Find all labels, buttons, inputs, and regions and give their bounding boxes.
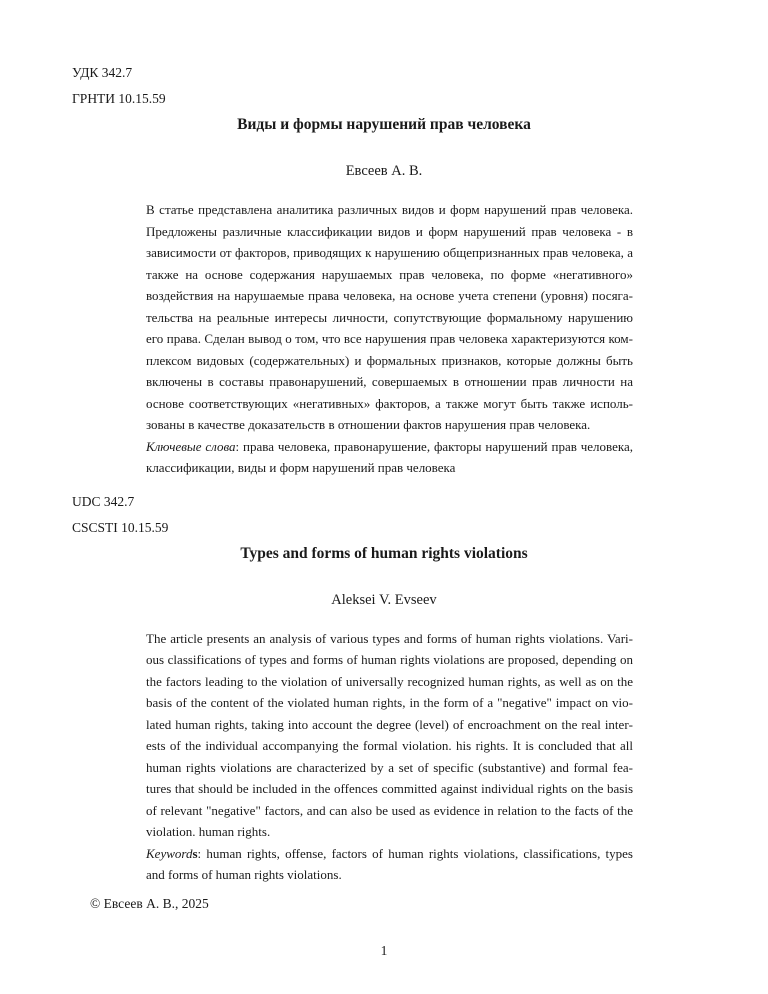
abstract-ru-text: В статье представлена аналитика различных видов и форм нарушений прав человека. Предложены различные классификации видов и форм нарушений прав человека - в зависимости от факторов, приводящих к нарушению общепризнанных прав человека, а также на основе содержания нарушаемых прав человека, по форме «негативного» воздействия на нарушаемые права человека, на основе учета степени (уровня) посягательства на реальные интересы личности, сопутствующие формальному нарушению его права. Сделан вывод о том, что все нарушения прав человека характеризуются комплексом видовых (содержательных) и формальных признаков, которые должны быть включены в составы правонарушений, совершаемых в отношении прав личности на основе соответствующих «негативных» факторов, а также могут быть также использованы в качестве доказательств в отношении фактов нарушения прав человека. (146, 202, 633, 432)
keywords-ru (146, 436, 633, 479)
udc-en: UDC 342.7 (72, 493, 135, 509)
abstract-en-text: The article presents an analysis of various types and forms of human rights violations. Various classifications of types and forms of human rights violations are proposed, depending on the factors leading to the violation of universally recognized human rights, as well as on the basis of the content of the violated human rights, in the form of a "negative" impact on violated human rights, taking into account the degree (level) of encroachment on the real interests of the individual accompanying the formal violation. his rights. It is concluded that all human rights violations are characterized by a set of specific (substantive) and formal features that should be included in the offences committed against individual rights on the basis of relevant "negative" factors, and can also be used as evidence in relation to the facts of the violation. human rights. (146, 630, 633, 839)
title-ru: Виды и формы нарушений прав человека (237, 116, 531, 133)
page-number: 1 (380, 942, 388, 958)
grnti-ru: ГРНТИ 10.15.59 (72, 91, 166, 106)
keywords-en-label-suffix: s (192, 845, 198, 861)
copyright-note: © Евсеев А. В., 2025 (90, 895, 209, 911)
keywords-en-text: : human rights, offense, factors of human rights violations, classifications, types and forms of human rights violations. (146, 845, 633, 882)
udc-ru: УДК 342.7 (72, 65, 133, 80)
keywords-en-label: Keyword (146, 845, 193, 861)
english-section (0, 489, 768, 886)
abstract-en (146, 628, 633, 886)
cscsti-en: CSCSTI 10.15.59 (72, 519, 169, 535)
author-ru: Евсеев А. В. (345, 163, 423, 179)
title-en: Types and forms of human rights violations (240, 544, 528, 562)
keywords-ru-text: : права человека, правонарушение, факторы нарушений прав человека, классификации, виды и форм нарушений прав человека (146, 438, 634, 475)
author-en: Aleksei V. Evseev (331, 591, 437, 608)
abstract-ru (146, 199, 633, 479)
keywords-ru-label: Ключевые слова (146, 438, 236, 454)
keywords-en (146, 843, 633, 886)
